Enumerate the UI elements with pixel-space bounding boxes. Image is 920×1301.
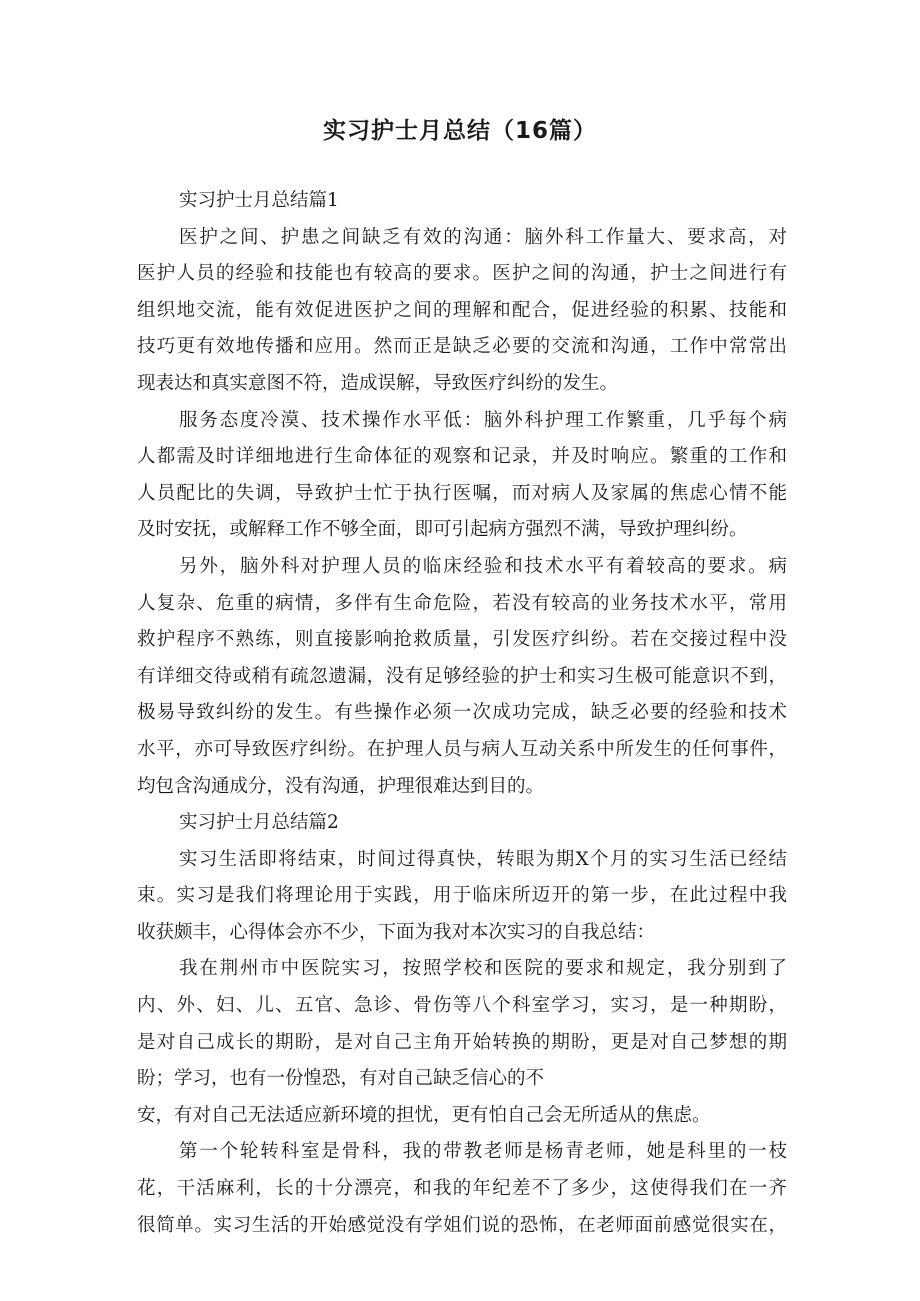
text-line: 极易导致纠纷的发生。有些操作必须一次成功完成，缺乏必要的经验和技术: [137, 702, 787, 724]
document-body: [137, 183, 787, 1244]
text-line: 现表达和真实意图不符，造成误解，导致医疗纠纷的发生。: [137, 372, 619, 394]
text-line: 医护之间、护患之间缺乏有效的沟通：脑外科工作量大、要求高，对: [179, 226, 787, 248]
text-line: 是对自己成长的期盼，是对自己主角开始转换的期盼，更是对自己梦想的期: [137, 1031, 787, 1053]
text-line: 盼；学习，也有一份惶恐，有对自己缺乏信心的不: [137, 1068, 545, 1090]
section-heading: 实习护士月总结篇1: [179, 190, 339, 211]
text-line: 内、外、妇、儿、五官、急诊、骨伤等八个科室学习，实习，是一种期盼，: [137, 995, 787, 1017]
text-line: 第一个轮转科室是骨科，我的带教老师是杨青老师，她是科里的一枝: [179, 1141, 787, 1163]
text-line: 花，干活麻利，长的十分漂亮，和我的年纪差不了多少，这使得我们在一齐: [137, 1178, 787, 1200]
text-line: 人复杂、危重的病情，多伴有生命危险，若没有较高的业务技术水平，常用: [137, 592, 787, 614]
text-line: 人员配比的失调，导致护士忙于执行医嘱，而对病人及家属的焦虑心情不能: [137, 482, 787, 504]
text-line: 实习生活即将结束，时间过得真快，转眼为期X个月的实习生活已经结: [179, 848, 787, 870]
text-line: 另外，脑外科对护理人员的临床经验和技术水平有着较高的要求。病: [179, 555, 787, 577]
text-line: 有详细交待或稍有疏忽遗漏，没有足够经验的护士和实习生极可能意识不到，: [137, 665, 787, 687]
text-line: 均包含沟通成分，没有沟通，护理很难达到目的。: [137, 775, 545, 797]
text-line: 技巧更有效地传播和应用。然而正是缺乏必要的交流和沟通，工作中常常出: [137, 336, 787, 358]
text-line: 组织地交流，能有效促进医护之间的理解和配合，促进经验的积累、技能和: [137, 299, 787, 321]
text-line: 及时安抚，或解释工作不够全面，即可引起病方强烈不满，导致护理纠纷。: [137, 519, 748, 541]
text-line: 很简单。实习生活的开始感觉没有学姐们说的恐怖，在老师面前感觉很实在，: [137, 1214, 787, 1236]
text-line: 束。实习是我们将理论用于实践，用于临床所迈开的第一步，在此过程中我: [137, 885, 787, 907]
text-line: 安，有对自己无法适应新环境的担忧，更有怕自己会无所适从的焦虑。: [137, 1104, 711, 1126]
text-line: 收获颇丰，心得体会亦不少，下面为我对本次实习的自我总结：: [137, 921, 656, 943]
text-line: 救护程序不熟练，则直接影响抢救质量，引发医疗纠纷。若在交接过程中没: [137, 629, 787, 651]
document-title: 实习护士月总结（16篇）: [322, 118, 597, 144]
text-line: 医护人员的经验和技能也有较高的要求。医护之间的沟通，护士之间进行有: [137, 263, 787, 285]
text-line: 人都需及时详细地进行生命体征的观察和记录，并及时响应。繁重的工作和: [137, 446, 787, 468]
text-line: 服务态度冷漠、技术操作水平低：脑外科护理工作繁重，几乎每个病: [179, 409, 787, 431]
text-line: 我在荆州市中医院实习，按照学校和医院的要求和规定，我分别到了: [179, 958, 787, 980]
section-heading: 实习护士月总结篇2: [179, 812, 339, 834]
text-line: 水平，亦可导致医疗纠纷。在护理人员与病人互动关系中所发生的任何事件，: [137, 738, 787, 760]
